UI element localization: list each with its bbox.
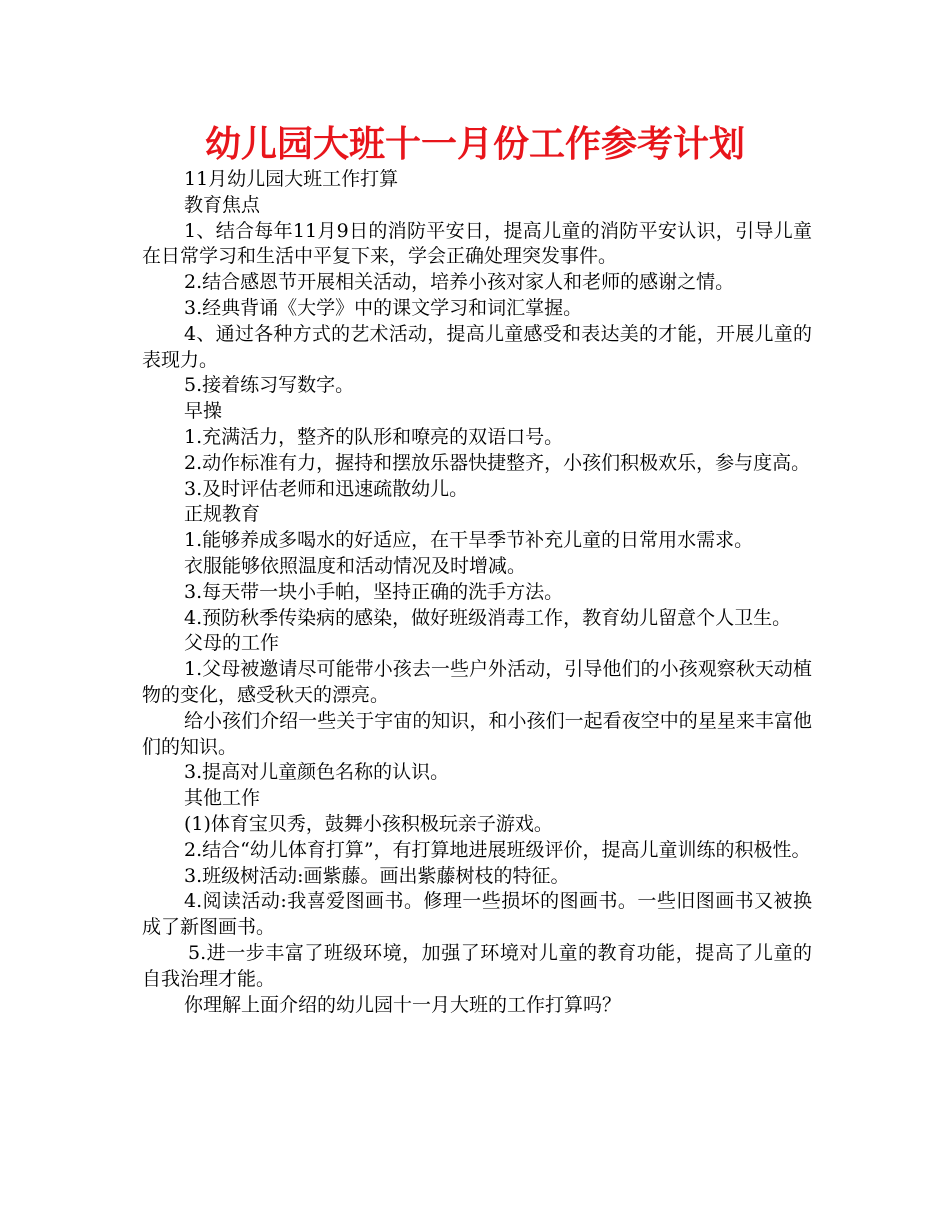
paragraph: 1.父母被邀请尽可能带小孩去一些户外活动，引导他们的小孩观察秋天动植物的变化，感受秋天的漂亮。 [142, 658, 812, 706]
paragraph: 衣服能够依照温度和活动情况及时增减。 [184, 554, 527, 577]
paragraph: 5.进一步丰富了班级环境，加强了环境对儿童的教育功能，提高了儿童的自我治理才能。 [142, 941, 812, 990]
closing-question: 你理解上面介绍的幼儿园十一月大班的工作打算吗？ [184, 993, 622, 1016]
section-heading: 父母的工作 [184, 632, 280, 655]
paragraph: 4、通过各种方式的艺术活动，提高儿童感受和表达美的才能，开展儿童的表现力。 [142, 322, 812, 371]
section-heading: 其他工作 [184, 787, 261, 810]
paragraph: (1)体育宝贝秀，鼓舞小孩积极玩亲子游戏。 [184, 812, 553, 835]
paragraph: 2.结合感恩节开展相关活动，培养小孩对家人和老师的感谢之情。 [184, 271, 735, 294]
paragraph: 1.充满活力，整齐的队形和嘹亮的双语口号。 [184, 425, 564, 448]
document-body [142, 167, 812, 1018]
paragraph: 1.能够养成多喝水的好适应，在干旱季节补充儿童的日常用水需求。 [184, 529, 754, 552]
paragraph: 1、结合每年11月9日的消防平安日，提高儿童的消防平安认识，引导儿童在日常学习和生活中平复下来，学会正确处理突发事件。 [142, 219, 812, 268]
section-heading: 正规教育 [184, 503, 261, 526]
paragraph: 3.经典背诵《大学》中的课文学习和词汇掌握。 [184, 296, 583, 319]
paragraph: 3.提高对儿童颜色名称的认识。 [184, 761, 450, 784]
paragraph: 11月幼儿园大班工作打算 [184, 168, 399, 190]
paragraph: 3.每天带一块小手帕，坚持正确的洗手方法。 [184, 580, 564, 603]
paragraph: 给小孩们介绍一些关于宇宙的知识，和小孩们一起看夜空中的星星来丰富他们的知识。 [142, 709, 812, 758]
paragraph: 3.班级树活动:画紫藤。画出紫藤树枝的特征。 [184, 864, 570, 887]
section-heading: 教育焦点 [184, 193, 261, 216]
document-title: 幼儿园大班十一月份工作参考计划 [204, 124, 745, 165]
paragraph: 3.及时评估老师和迅速疏散幼儿。 [184, 477, 469, 500]
paragraph: 2.结合“幼儿体育打算”，有打算地进展班级评价，提高儿童训练的积极性。 [184, 838, 811, 861]
paragraph: 2.动作标准有力，握持和摆放乐器快捷整齐，小孩们积极欢乐，参与度高。 [184, 451, 811, 474]
paragraph: 5.接着练习写数字。 [184, 374, 355, 397]
paragraph: 4.预防秋季传染病的感染，做好班级消毒工作，教育幼儿留意个人卫生。 [184, 606, 792, 629]
section-heading: 早操 [184, 400, 223, 423]
paragraph: 4.阅读活动:我喜爱图画书。修理一些损坏的图画书。一些旧图画书又被换成了新图画书。 [142, 890, 812, 939]
